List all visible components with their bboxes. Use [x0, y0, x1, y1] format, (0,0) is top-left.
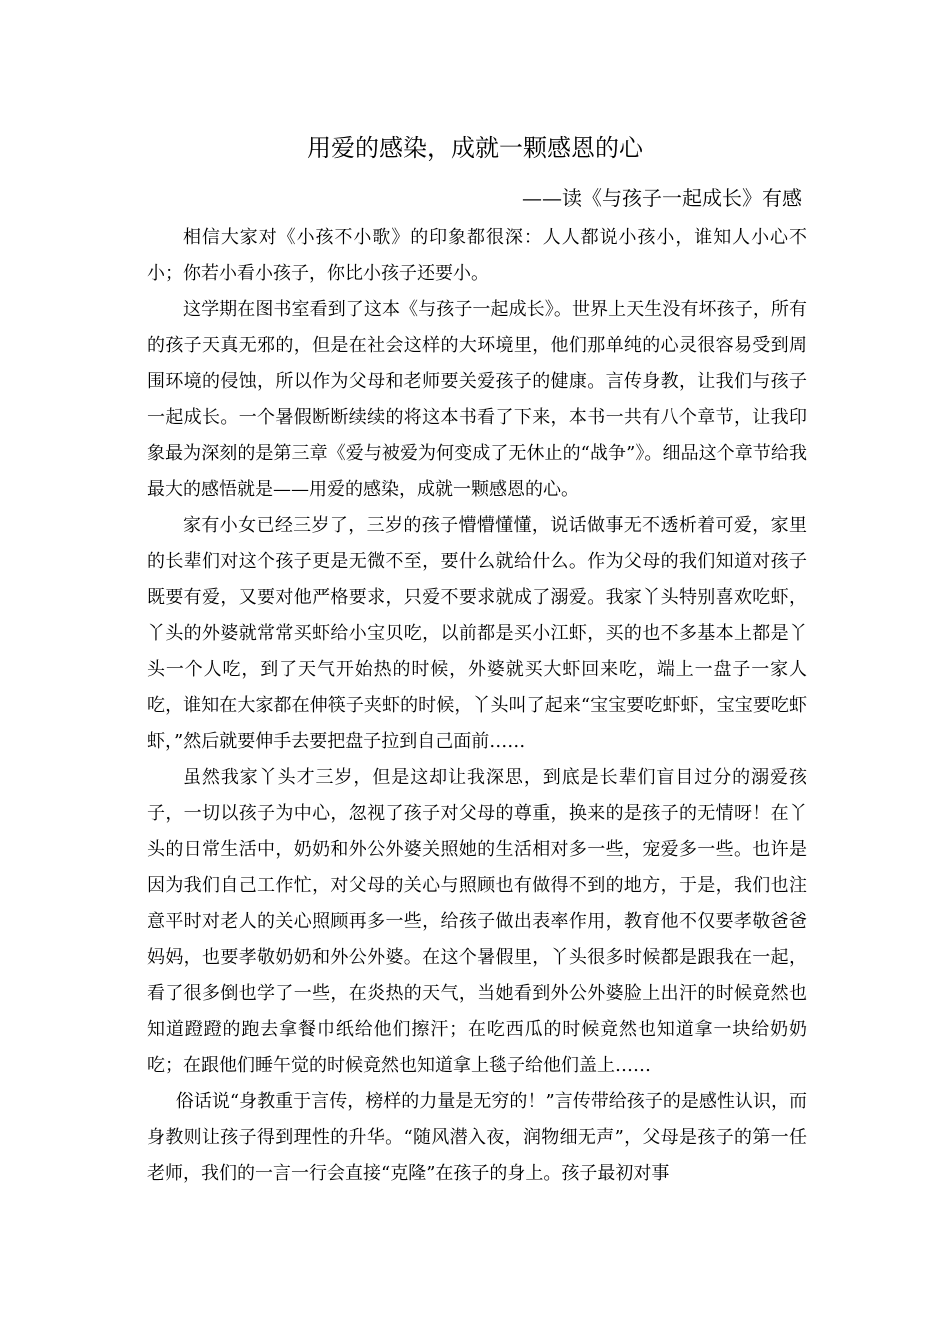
paragraph: 相信大家对《小孩不小歌》的印象都很深：人人都说小孩小，谁知人小心不小；你若小看小孩子，你比小孩子还要小。: [147, 227, 807, 284]
paragraph: 这学期在图书室看到了这本《与孩子一起成长》。世界上天生没有坏孩子，所有的孩子天真无邪的，但是在社会这样的大环境里，他们那单纯的心灵很容易受到周围环境的侵蚀，所以作为父母和老师要关爱孩子的健康。言传身教，让我们与孩子一起成长。一个暑假断断续续的将这本书看了下来，本书一共有八个章节，让我印象最为深刻的是第三章《爱与被爱为何变成了无休止的“战争”》。细品这个章节给我最大的感悟就是——用爱的感染，成就一颗感恩的心。: [147, 299, 807, 500]
document-subtitle: ——读《与孩子一起成长》有感: [522, 186, 802, 210]
document-title: 用爱的感染，成就一颗感恩的心: [307, 134, 643, 162]
paragraph: 俗话说“身教重于言传，榜样的力量是无穷的！”言传带给孩子的是感性认识，而身教则让孩子得到理性的升华。“随风潜入夜，润物细无声”，父母是孩子的第一任老师，我们的一言一行会直接“克隆”在孩子的身上。孩子最初对事: [147, 1091, 807, 1184]
paragraph: 虽然我家丫头才三岁，但是这却让我深思，到底是长辈们盲目过分的溺爱孩子，一切以孩子为中心，忽视了孩子对父母的尊重，换来的是孩子的无情呀！在丫头的日常生活中，奶奶和外公外婆关照她的生活相对多一些，宠爱多一些。也许是因为我们自己工作忙，对父母的关心与照顾也有做得不到的地方，于是，我们也注意平时对老人的关心照顾再多一些，给孩子做出表率作用，教育他不仅要孝敬爸爸妈妈，也要孝敬奶奶和外公外婆。在这个暑假里，丫头很多时候都是跟我在一起，看了很多倒也学了一些，在炎热的天气，当她看到外公外婆脸上出汗的时候竟然也知道蹬蹬的跑去拿餐巾纸给他们擦汗；在吃西瓜的时候竟然也知道拿一块给奶奶吃；在跟他们睡午觉的时候竟然也知道拿上毯子给他们盖上……: [147, 767, 807, 1076]
paragraph: 家有小女已经三岁了，三岁的孩子懵懵懂懂，说话做事无不透析着可爱，家里的长辈们对这个孩子更是无微不至，要什么就给什么。作为父母的我们知道对孩子既要有爱，又要对他严格要求，只爱不要求就成了溺爱。我家丫头特别喜欢吃虾，丫头的外婆就常常买虾给小宝贝吃，以前都是买小江虾，买的也不多基本上都是丫头一个人吃，到了天气开始热的时候，外婆就买大虾回来吃，端上一盘子一家人吃，谁知在大家都在伸筷子夹虾的时候，丫头叫了起来“宝宝要吃虾虾，宝宝要吃虾虾，”然后就要伸手去要把盘子拉到自己面前……: [147, 515, 807, 752]
document-body: [147, 220, 807, 1192]
